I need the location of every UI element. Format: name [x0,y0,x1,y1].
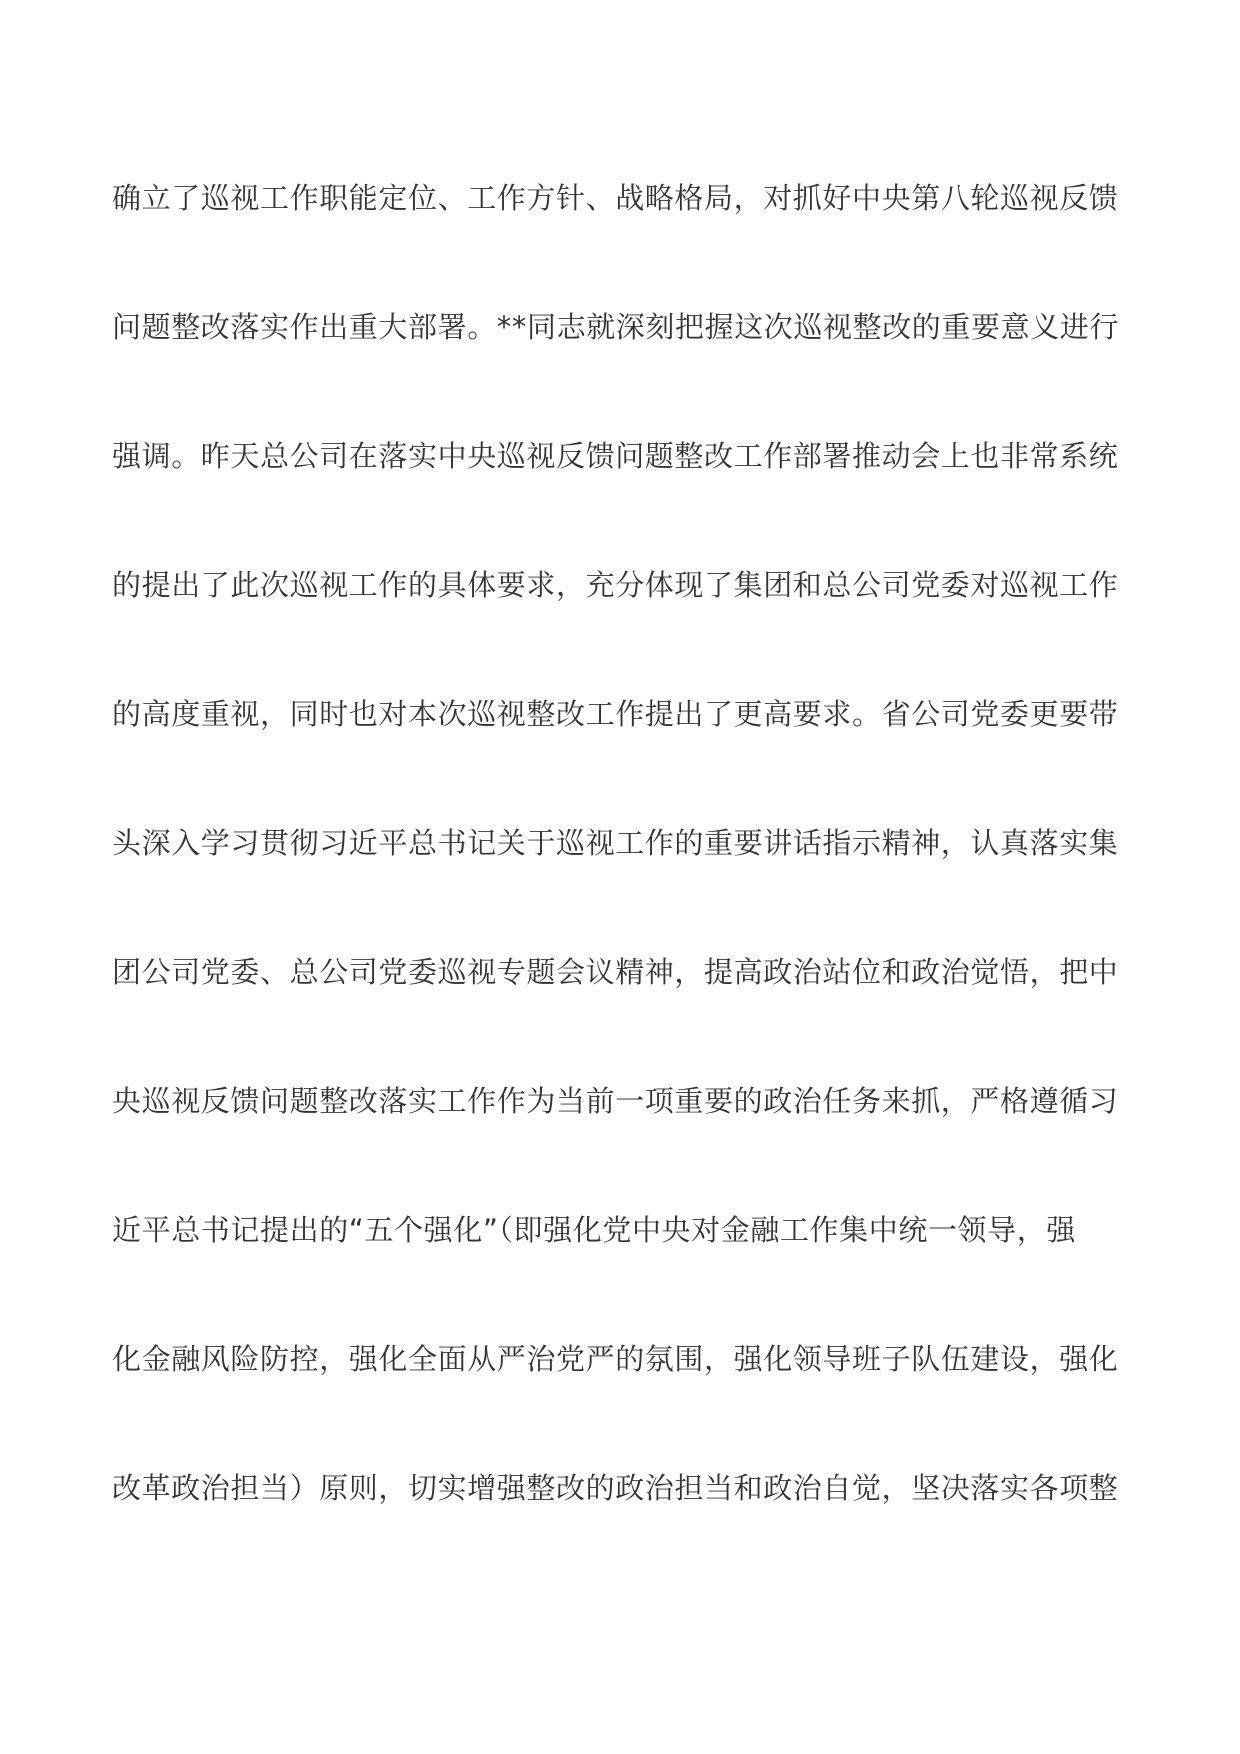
text-line: 问题整改落实作出重大部署。**同志就深刻把握这次巡视整改的重要意义进行 [112,310,1120,344]
text-line: 近平总书记提出的“五个强化”（即强化党中央对金融工作集中统一领导，强 [112,1213,1076,1247]
text-line: 确立了巡视工作职能定位、工作方针、战略格局，对抓好中央第八轮巡视反馈 [112,181,1119,215]
body-paragraph [112,168,1132,1587]
text-line: 化金融风险防控，强化全面从严治党严的氛围，强化领导班子队伍建设，强化 [112,1342,1119,1376]
text-line: 的提出了此次巡视工作的具体要求，充分体现了集团和总公司党委对巡视工作 [112,568,1119,602]
text-line: 改革政治担当）原则，切实增强整改的政治担当和政治自觉，坚决落实各项整 [112,1471,1119,1505]
text-line: 央巡视反馈问题整改落实工作作为当前一项重要的政治任务来抓，严格遵循习 [112,1084,1119,1118]
text-line: 强调。昨天总公司在落实中央巡视反馈问题整改工作部署推动会上也非常系统 [112,439,1119,473]
text-line: 头深入学习贯彻习近平总书记关于巡视工作的重要讲话指示精神，认真落实集 [112,826,1119,860]
text-line: 的高度重视，同时也对本次巡视整改工作提出了更高要求。省公司党委更要带 [112,697,1119,731]
text-line: 团公司党委、总公司党委巡视专题会议精神，提高政治站位和政治觉悟，把中 [112,955,1119,989]
